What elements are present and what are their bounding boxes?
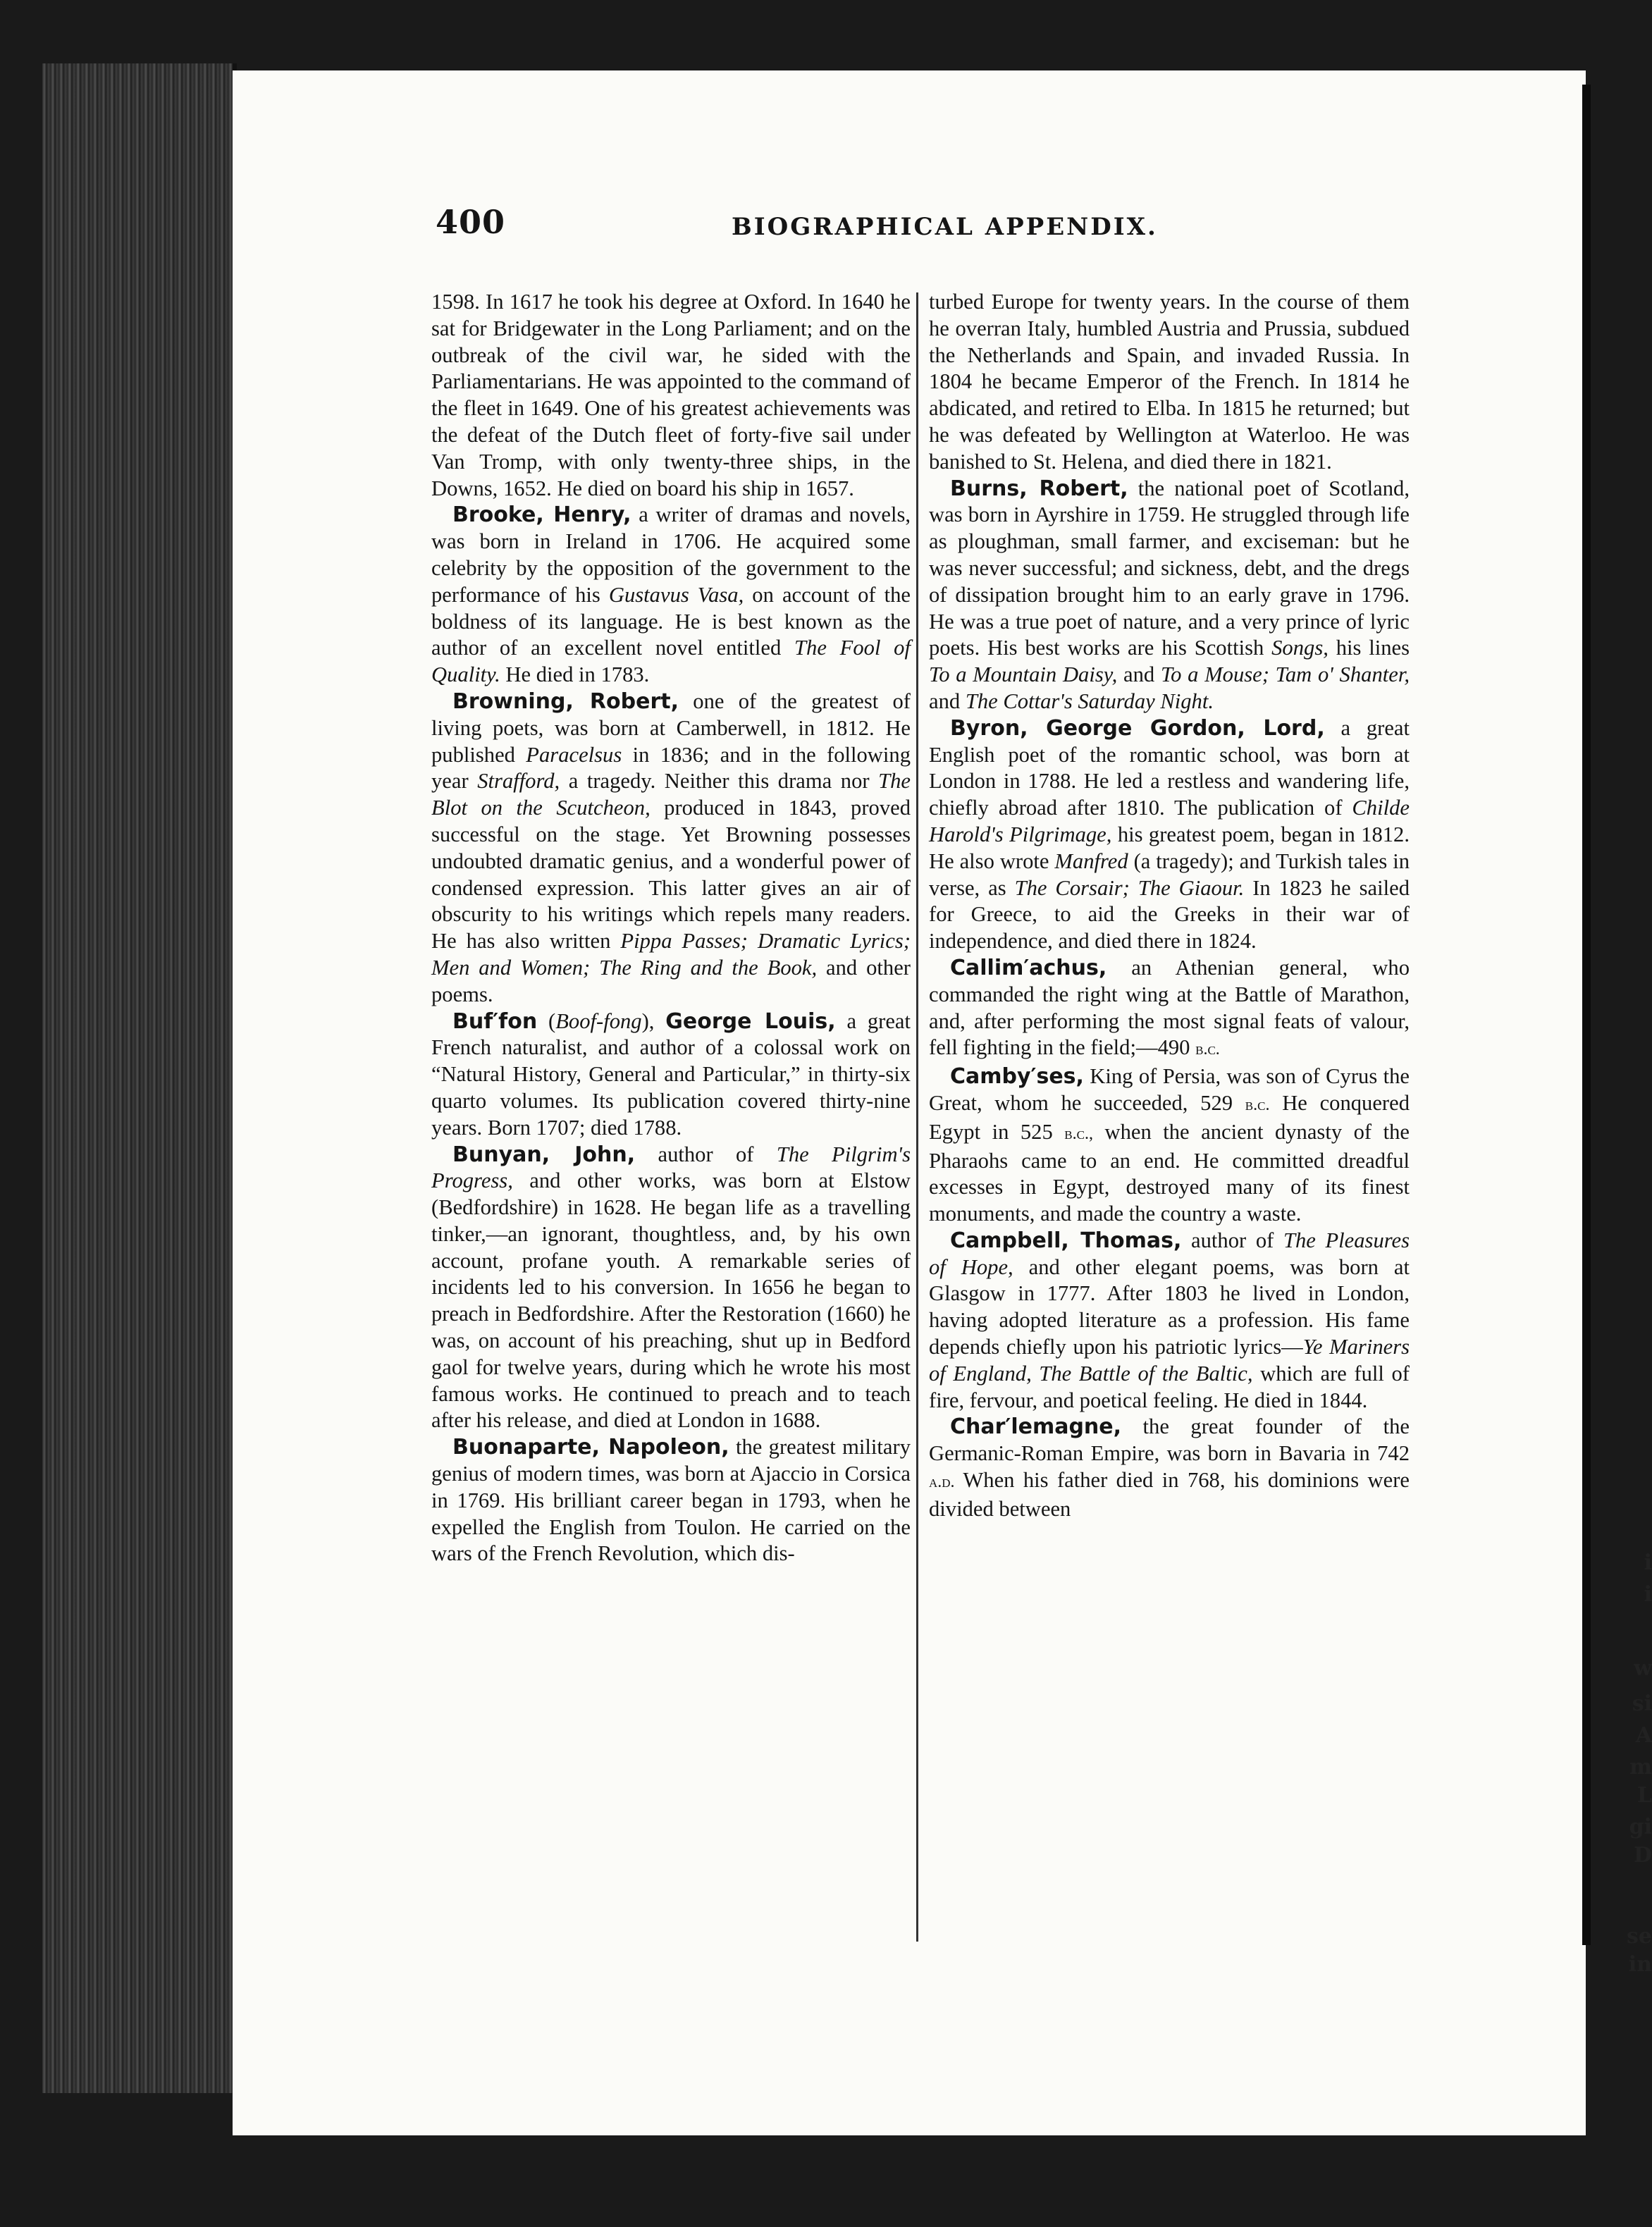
facing-fragment: w xyxy=(1634,1656,1652,1681)
right-column xyxy=(929,289,1410,1523)
entry-headword: Byron, George Gordon, Lord, xyxy=(950,715,1325,741)
entry-bunyan: Bunyan, John, author of The Pilgrim's Progress, and other works, was born at Elstow (Bedfordshire) in 1628. He began life as a travelling tinker,—an ignorant, thoughtless, and, by his own account, profane youth. A remarkable series of incidents led to his conversion. In 1656 he began to preach in Bedfordshire. After the Restoration (1660) he was, on account of his preaching, shut up in Bedford gaol for twelve years, during which he wrote his most famous works. He continued to preach and to teach after his release, and died at London in 1688. xyxy=(431,1142,911,1433)
entry-callimachus: Callim′achus, an Athenian general, who commanded the right wing at the Battle of Marathon, and, after performing the most signal feats of valour, fell fighting in the field;—490 b.c. xyxy=(929,955,1410,1060)
running-head: BIOGRAPHICAL APPENDIX. xyxy=(732,213,1158,241)
entry-headword: Browning, Robert, xyxy=(452,689,679,714)
entry-burns: Burns, Robert, the national poet of Scotland, was born in Ayrshire in 1759. He struggled through life as ploughman, small farmer, and exciseman: but he was never successful; and sickness, debt, and the dregs of dissipation brought him to an early grave in 1796. He was a true poet of nature, and a very prince of lyric poets. His best works are his Scottish Songs, his lines To a Mountain Daisy, and To a Mouse; Tam o' Shanter, and The Cottar's Saturday Night. xyxy=(929,476,1410,713)
entry-charlemagne: Char′lemagne, the great founder of the Germanic-Roman Empire, was born in Bavaria in 742 a.d. When his father died in 768, his dominions were divided between xyxy=(929,1414,1410,1521)
facing-fragment: in xyxy=(1628,1952,1652,1977)
entry-continuation: turbed Europe for twenty years. In the course of them he overran Italy, humbled Austria and Prussia, subdued the Netherlands and Spain, and invaded Russia. In 1804 he became Emperor of the French. In 1814 he abdicated, and retired to Elba. In 1815 he returned; but he was defeated by Wellington at Waterloo. He was banished to St. Helena, and died there in 1821. xyxy=(929,290,1410,474)
entry-byron: Byron, George Gordon, Lord, a great English poet of the romantic school, was born at London in 1788. He led a restless and wandering life, chiefly abroad after 1810. The publication of Childe Harold's Pilgrimage, his greatest poem, began in 1812. He also wrote Manfred (a tragedy); and Turkish tales in verse, as The Corsair; The Giaour. In 1823 he sailed for Greece, to aid the Greeks in their war of independence, and died there in 1824. xyxy=(929,715,1410,954)
entry-headword: Callim′achus, xyxy=(950,955,1107,980)
entry-headword: Campbell, Thomas, xyxy=(950,1228,1182,1253)
facing-fragment: A xyxy=(1635,1723,1652,1748)
entry-headword: Buf′fon xyxy=(452,1008,538,1034)
facing-fragment: gi xyxy=(1629,1815,1652,1839)
entry-headword: Bunyan, John, xyxy=(452,1142,636,1167)
entry-buffon: Buf′fon (Boof-fong), George Louis, a great French naturalist, and author of a colossal work on “Natural History, General and Particular,” in thirty-six quarto volumes. Its publication covered thirty-nine years. Born 1707; died 1788. xyxy=(431,1008,911,1140)
entry-cambyses: Camby′ses, King of Persia, was son of Cyrus the Great, whom he succeeded, 529 b.c. He conquered Egypt in 525 b.c., when the ancient dynasty of the Pharaohs came to an end. He committed dreadful excesses in Egypt, destroyed many of its finest monuments, and made the country a waste. xyxy=(929,1064,1410,1226)
entry-headword: Buonaparte, Napoleon, xyxy=(452,1435,729,1460)
entry-headword: Char′lemagne, xyxy=(950,1414,1122,1440)
entry-browning: Browning, Robert, one of the greatest of living poets, was born at Camberwell, in 1812. He published Paracelsus in 1836; and in the following year Strafford, a tragedy. Neither this drama nor The Blot on the Scutcheon, produced in 1843, proved successful on the stage. Yet Browning possesses undoubted dramatic genius, and a wonderful power of condensed expression. This latter gives an air of obscurity to his writings which repels many readers. He has also written Pippa Passes; Dramatic Lyrics; Men and Women; The Ring and the Book, and other poems. xyxy=(431,689,911,1006)
page-number: 400 xyxy=(436,203,506,241)
entry-headword: Brooke, Henry, xyxy=(452,502,631,528)
entry-buonaparte: Buonaparte, Napoleon, the greatest military genius of modern times, was born at Ajaccio in Corsica in 1769. His brilliant career began in 1793, when he expelled the English from Toulon. He carried on the wars of the French Revolution, which dis- xyxy=(431,1435,911,1566)
facing-fragment: m xyxy=(1629,1755,1652,1779)
facing-fragment: D xyxy=(1633,1843,1652,1868)
column-divider xyxy=(916,292,918,1942)
facing-fragment: L xyxy=(1636,1783,1652,1808)
entry-brooke: Brooke, Henry, a writer of dramas and novels, was born in Ireland in 1706. He acquired some celebrity by the opposition of the government to the performance of his Gustavus Vasa, on account of the boldness of its language. He is best known as the author of an excellent novel entitled The Fool of Quality. He died in 1783. xyxy=(431,502,911,687)
left-column xyxy=(431,289,911,1567)
book-spine-edge xyxy=(42,63,237,2093)
entry-headword: Camby′ses, xyxy=(950,1064,1084,1090)
entry-continuation: 1598. In 1617 he took his degree at Oxford. In 1640 he sat for Bridgewater in the Long Parliament; and on the outbreak of the civil war, he sided with the Parliamentarians. He was appointed to the command of the fleet in 1649. One of his greatest achievements was the defeat of the Dutch fleet of forty-five sail under Van Tromp, with only twenty-three ships, in the Downs, 1652. He died on board his ship in 1657. xyxy=(431,290,911,500)
facing-fragment: i xyxy=(1644,1582,1652,1607)
facing-page-edge xyxy=(1582,85,1591,1945)
facing-fragment: i xyxy=(1644,1550,1652,1575)
facing-fragment: si xyxy=(1632,1691,1652,1716)
page-header xyxy=(436,203,1394,252)
entry-headword: Burns, Robert, xyxy=(950,476,1128,501)
entry-campbell: Campbell, Thomas, author of The Pleasures of Hope, and other elegant poems, was born at Glasgow in 1777. After 1803 he lived in London, having adopted literature as a profession. His fame depends chiefly upon his patriotic lyrics—Ye Mariners of England, The Battle of the Baltic, which are full of fire, fervour, and poetical feeling. He died in 1844. xyxy=(929,1228,1410,1412)
facing-fragment: se xyxy=(1627,1924,1652,1949)
